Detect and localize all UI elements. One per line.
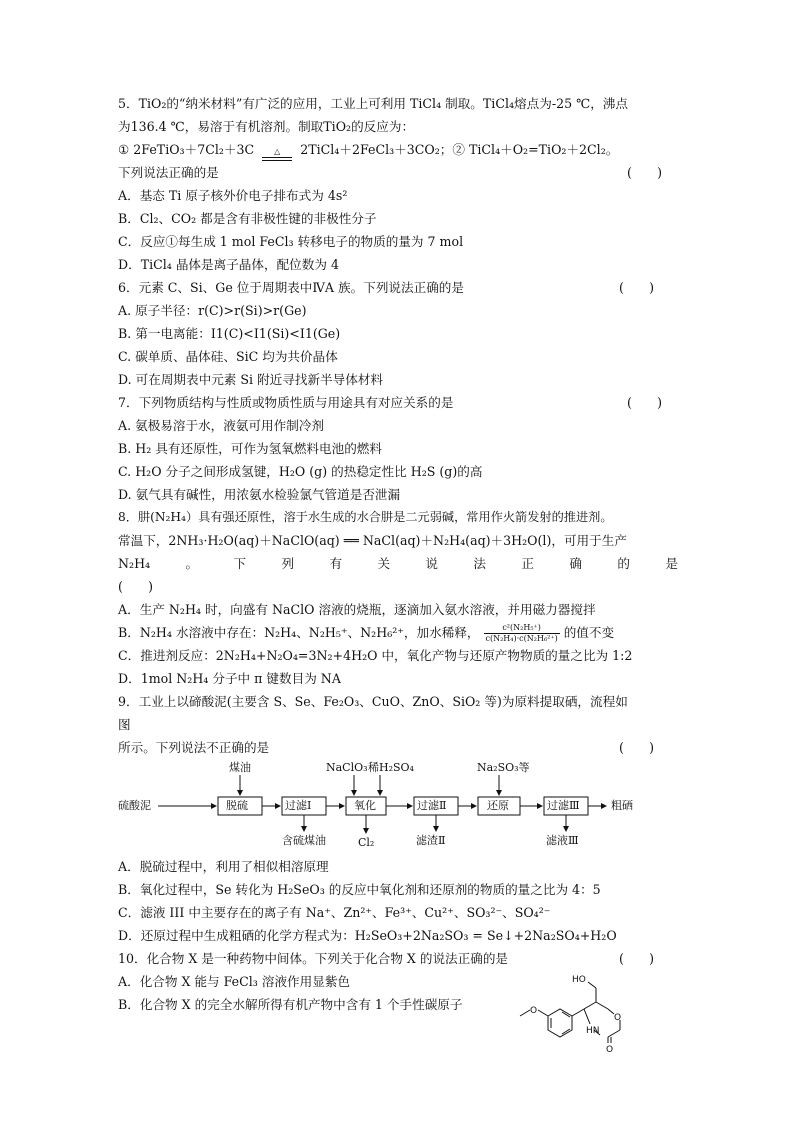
q9-option-c: C．滤液 III 中主要存在的离子有 Na⁺、Zn²⁺、Fe³⁺、Cu²⁺、SO₃²⁻、SO₄²⁻	[118, 905, 551, 920]
q9-option-b: B．氧化过程中，Se 转化为 H₂SeO₃ 的反应中氧化剂和还原剂的物质的量之比为 4：5	[118, 882, 601, 897]
concentration-fraction	[484, 623, 560, 644]
q8-answer-paren: ( )	[118, 579, 154, 594]
benzene-ring	[548, 1009, 572, 1037]
q7-option-d: D. 氨气具有碱性，用浓氨水检验氯气管道是否泄漏	[118, 487, 401, 502]
q5-stem-line2: 为136.4 ℃，易溶于有机溶剂。制取TiO₂的反应为：	[118, 119, 415, 134]
flow-filter2-label: 过滤Ⅱ	[417, 799, 447, 812]
q8-option-c: C．推进剂反应：2N₂H₄+N₂O₄=3N₂+4H₂O 中，氧化产物与还原产物物质的量之比为 1:2	[118, 648, 633, 663]
flow-oxidize-label: 氧化	[354, 799, 376, 812]
q5-option-c: C．反应①每生成 1 mol FeCl₃ 转移电子的物质的量为 7 mol	[118, 234, 464, 249]
process-flowchart	[118, 761, 678, 853]
flow-start-label: 硫酸泥	[118, 799, 151, 812]
q10-option-b: B．化合物 X 的完全水解所得有机产物中含有 1 个手性碳原子	[118, 997, 463, 1012]
flow-h2so4-label: 稀H₂SO₄	[368, 761, 414, 774]
carbonyl-oxygen-label: O	[606, 1045, 614, 1052]
q6-option-a: A. 原子半径：r(C)>r(Si)>r(Ge)	[118, 303, 307, 318]
q8-option-b: B．N₂H₄ 水溶液中存在：N₂H₄、N₂H₅⁺、N₂H₆²⁺，加水稀释， $\frac{\text{c²(N₂H₅⁺)}}{\text{c(N₂H₄)·c(N₂H₆²⁺)}}$ 的值不变	[118, 623, 615, 643]
q5-ask: 下列说法正确的是 ( )	[118, 161, 678, 184]
q5-equation-left: ① 2FeTiO₃＋7Cl₂＋3C	[118, 142, 255, 157]
heating-equilibrium-sign	[262, 148, 292, 161]
q10-stem: 10．化合物 X 是一种药物中间体。下列关于化合物 X 的说法正确的是 ( )	[118, 947, 678, 970]
exam-page	[118, 92, 678, 1016]
q10-answer-paren: ( )	[618, 951, 654, 966]
flow-naclo3-label: NaClO₃	[326, 761, 368, 774]
q10-option-a: A．化合物 X 能与 FeCl₃ 溶液作用显紫色	[118, 974, 351, 989]
q7-option-c: C. H₂O 分子之间形成氢键，H₂O (g) 的热稳定性比 H₂S (g)的高	[118, 464, 483, 479]
flow-cl2-label: Cl₂	[358, 836, 375, 849]
q8-stem-line3: N₂H₄ 。 下 列 有 关 说 法 正 确 的 是	[118, 556, 678, 571]
q7-option-b: B. H₂ 具有还原性，可作为氢氧燃料电池的燃料	[118, 441, 382, 456]
flow-reduce-label: 还原	[487, 799, 509, 812]
q5-option-a: A．基态 Ti 原子核外价电子排布式为 4s²	[118, 188, 348, 203]
flow-sulfur-kerosene-label: 含硫煤油	[282, 834, 326, 847]
q9-option-a: A．脱硫过程中，利用了相似相溶原理	[118, 859, 329, 874]
flow-residue2-label: 滤渣Ⅱ	[416, 834, 446, 847]
compound-x-structure	[516, 972, 656, 1052]
ether-oxygen-label: O	[530, 1006, 538, 1016]
heat-triangle: △	[274, 147, 281, 156]
flow-end-label: 粗硒	[611, 799, 633, 812]
flow-filtrate3-label: 滤液Ⅲ	[546, 834, 579, 847]
q5-equation-right: 2TiCl₄＋2FeCl₃＋3CO₂；② TiCl₄＋O₂=TiO₂＋2Cl₂。	[300, 142, 619, 157]
q6-option-c: C. 碳单质、晶体硅、SiC 均为共价晶体	[118, 349, 338, 364]
q8-option-a: A．生产 N₂H₄ 时，向盛有 NaClO 溶液的烧瓶，逐滴加入氨水溶液，并用磁力器搅拌	[118, 602, 596, 617]
q8-stem-line2: 常温下，2NH₃·H₂O(aq)＋NaClO(aq) ══ NaCl(aq)＋N₂H₄(aq)＋3H₂O(l)，可用于生产	[118, 533, 627, 548]
q9-answer-paren: ( )	[618, 740, 654, 755]
q5-equation	[118, 138, 678, 161]
q7-stem: 7．下列物质结构与性质或物质性质与用途具有对应关系的是 ( )	[118, 391, 678, 414]
flow-desulfurize-label: 脱硫	[226, 799, 248, 812]
q8-option-d: D．1mol N₂H₄ 分子中 π 键数目为 NA	[118, 671, 341, 686]
q7-answer-paren: ( )	[626, 395, 662, 410]
q9-stem-line3: 所示。下列说法不正确的是 ( )	[118, 736, 678, 759]
q6-stem: 6．元素 C、Si、Ge 位于周期表中ⅣA 族。下列说法正确的是 ( )	[118, 276, 678, 299]
q5-answer-paren: ( )	[626, 165, 662, 180]
q6-option-d: D. 可在周期表中元素 Si 附近寻找新半导体材料	[118, 372, 384, 387]
q5-option-d: D．TiCl₄ 晶体是离子晶体，配位数为 4	[118, 257, 339, 272]
q9-stem-line2: 图	[118, 717, 131, 732]
q8-stem-line1: 8．肼(N₂H₄）具有强还原性，溶于水生成的水合肼是二元弱碱，常用作火箭发射的推进剂。	[118, 510, 613, 524]
flow-filter1-label: 过滤Ⅰ	[285, 799, 312, 812]
q6-answer-paren: ( )	[618, 280, 654, 295]
fraction-numerator: c²(N₂H₅⁺)	[484, 623, 560, 634]
q5-option-b: B．Cl₂、CO₂ 都是含有非极性键的非极性分子	[118, 211, 377, 226]
q9-stem-line1: 9．工业上以碲酸泥(主要含 S、Se、Fe₂O₃、CuO、ZnO、SiO₂ 等)为原料提取硒，流程如	[118, 694, 628, 709]
amine-label: HN	[586, 1026, 600, 1036]
flow-na2so3-label: Na₂SO₃等	[477, 761, 530, 774]
q7-option-a: A. 氨极易溶于水，液氨可用作制冷剂	[118, 418, 325, 433]
q9-option-d: D．还原过程中生成粗硒的化学方程式为：H₂SeO₃+2Na₂SO₃ = Se↓+2Na₂SO₄+H₂O	[118, 928, 617, 943]
flow-filter3-label: 过滤Ⅲ	[547, 799, 580, 812]
q6-option-b: B. 第一电离能：I1(C)<I1(Si)<I1(Ge)	[118, 326, 341, 341]
q5-stem-line1: 5．TiO₂的“纳米材料”有广泛的应用，工业上可利用 TiCl₄ 制取。TiCl₄熔点为-25 ℃，沸点	[118, 96, 628, 111]
flow-kerosene-label: 煤油	[229, 761, 251, 774]
fraction-denominator: c(N₂H₄)·c(N₂H₆²⁺)	[485, 634, 558, 643]
ring-oxygen-label: O	[614, 1013, 622, 1023]
hydroxyl-label: HO	[572, 975, 586, 985]
